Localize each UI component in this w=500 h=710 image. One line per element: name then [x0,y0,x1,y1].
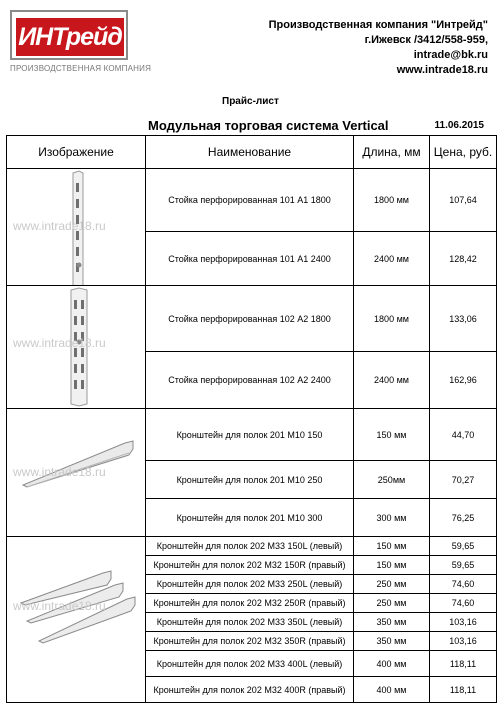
company-city-phone: г.Ижевск /3412/558-959, [364,34,488,46]
company-website: www.intrade18.ru [396,64,488,76]
product-name: Кронштейн для полок 202 М33 150L (левый) [146,537,354,556]
product-price: 103,16 [430,632,497,651]
product-length: 1800 мм [354,169,430,232]
product-price: 44,70 [430,409,497,461]
product-length: 250 мм [354,594,430,613]
product-length: 400 мм [354,677,430,703]
price-table [6,135,497,703]
product-price: 59,65 [430,556,497,575]
product-length: 350 мм [354,632,430,651]
product-price: 162,96 [430,352,497,409]
shelf-bracket-202-icon [7,537,146,703]
product-name: Кронштейн для полок 202 М33 400L (левый) [146,651,354,677]
table-row [7,286,497,352]
product-length: 350 мм [354,613,430,632]
column-header-length: Длина, мм [354,136,430,169]
product-image-cell [7,409,146,537]
product-length: 300 мм [354,499,430,537]
document-title: Прайс-лист [222,96,279,107]
watermark: www.intrade18.ru [13,465,106,479]
product-price: 76,25 [430,499,497,537]
product-price: 70,27 [430,461,497,499]
product-length: 1800 мм [354,286,430,352]
product-price: 103,16 [430,613,497,632]
product-length: 400 мм [354,651,430,677]
product-price: 118,11 [430,651,497,677]
product-price: 118,11 [430,677,497,703]
product-name: Кронштейн для полок 202 М32 150R (правый) [146,556,354,575]
logo-wordmark: ИНТрейд [16,18,124,56]
product-price: 128,42 [430,232,497,286]
table-row [7,169,497,232]
product-name: Кронштейн для полок 201 М10 150 [146,409,354,461]
product-name: Кронштейн для полок 202 М33 350L (левый) [146,613,354,632]
company-logo [10,10,152,78]
company-contacts [269,18,488,78]
system-title: Модульная торговая система Vertical [148,118,389,133]
product-price: 107,64 [430,169,497,232]
product-length: 150 мм [354,556,430,575]
product-name: Кронштейн для полок 201 М10 250 [146,461,354,499]
column-header-image: Изображение [7,136,146,169]
product-price: 74,60 [430,575,497,594]
table-header-row [7,136,497,169]
product-image-cell [7,169,146,286]
logo-frame [10,10,128,60]
company-name: Производственная компания "Интрейд" [268,19,488,31]
product-name: Стойка перфорированная 101 А1 1800 [146,169,354,232]
product-image-cell [7,286,146,409]
table-row [7,409,497,461]
product-name: Кронштейн для полок 201 М10 300 [146,499,354,537]
product-image-cell [7,537,146,703]
product-name: Кронштейн для полок 202 М32 400R (правый) [146,677,354,703]
watermark: www.intrade18.ru [13,599,106,613]
table-row [7,537,497,556]
product-name: Стойка перфорированная 102 А2 2400 [146,352,354,409]
product-name: Стойка перфорированная 102 А2 1800 [146,286,354,352]
product-length: 150 мм [354,409,430,461]
product-price: 133,06 [430,286,497,352]
product-length: 2400 мм [354,352,430,409]
product-name: Кронштейн для полок 202 М32 350R (правый) [146,632,354,651]
column-header-price: Цена, руб. [430,136,497,169]
product-length: 2400 мм [354,232,430,286]
product-name: Кронштейн для полок 202 М33 250L (левый) [146,575,354,594]
company-email: intrade@bk.ru [413,49,488,61]
column-header-name: Наименование [146,136,354,169]
logo-subtitle: ПРОИЗВОДСТВЕННАЯ КОМПАНИЯ [10,64,152,73]
product-length: 150 мм [354,537,430,556]
product-name: Кронштейн для полок 202 М32 250R (правый) [146,594,354,613]
product-price: 59,65 [430,537,497,556]
watermark: www.intrade18.ru [13,219,106,233]
product-length: 250мм [354,461,430,499]
product-price: 74,60 [430,594,497,613]
document-date: 11.06.2015 [434,120,484,131]
product-length: 250 мм [354,575,430,594]
product-name: Стойка перфорированная 101 А1 2400 [146,232,354,286]
watermark: www.intrade18.ru [13,336,106,350]
